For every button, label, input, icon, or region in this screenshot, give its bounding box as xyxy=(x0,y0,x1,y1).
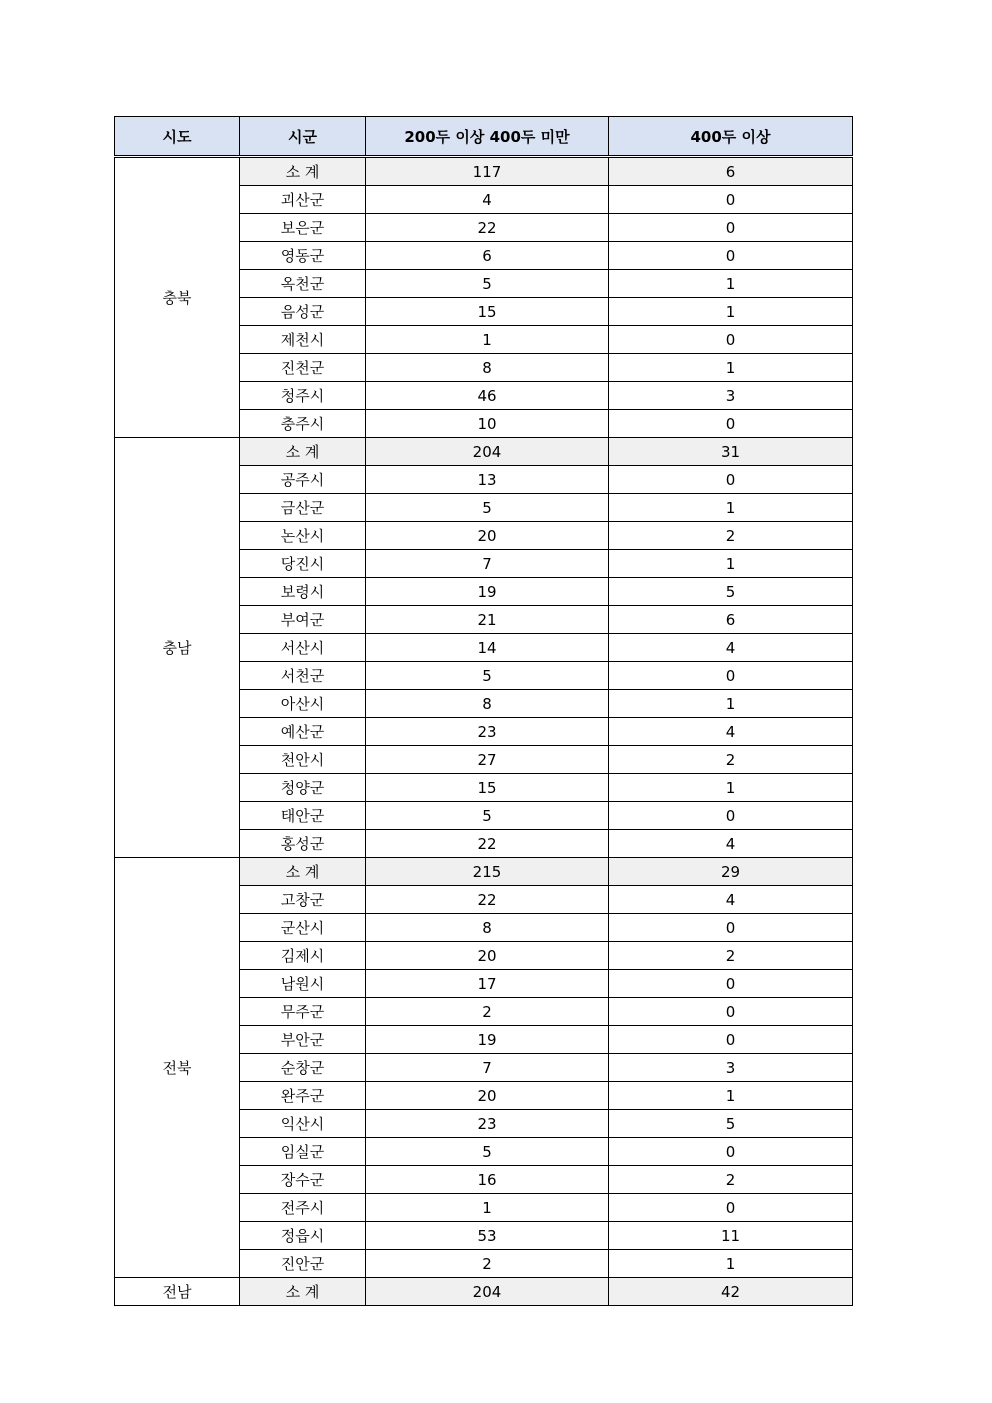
district-cell: 홍성군 xyxy=(240,830,366,858)
count-200-400-cell: 22 xyxy=(366,214,609,242)
district-cell: 청양군 xyxy=(240,774,366,802)
count-200-400-cell: 53 xyxy=(366,1222,609,1250)
count-200-400-cell: 5 xyxy=(366,802,609,830)
count-400-plus-cell: 1 xyxy=(609,690,853,718)
district-cell: 임실군 xyxy=(240,1138,366,1166)
district-cell: 고창군 xyxy=(240,886,366,914)
district-cell: 남원시 xyxy=(240,970,366,998)
count-400-plus-cell: 4 xyxy=(609,886,853,914)
count-200-400-cell: 22 xyxy=(366,830,609,858)
count-200-400-cell: 17 xyxy=(366,970,609,998)
count-200-400-cell: 19 xyxy=(366,578,609,606)
count-400-plus-cell: 6 xyxy=(609,157,853,186)
district-cell: 순창군 xyxy=(240,1054,366,1082)
count-400-plus-cell: 0 xyxy=(609,914,853,942)
count-200-400-cell: 23 xyxy=(366,1110,609,1138)
subtotal-row xyxy=(115,438,853,466)
district-cell: 청주시 xyxy=(240,382,366,410)
count-200-400-cell: 5 xyxy=(366,494,609,522)
count-200-400-cell: 14 xyxy=(366,634,609,662)
district-cell: 음성군 xyxy=(240,298,366,326)
district-cell: 완주군 xyxy=(240,1082,366,1110)
count-200-400-cell: 15 xyxy=(366,298,609,326)
district-cell: 공주시 xyxy=(240,466,366,494)
count-400-plus-cell: 1 xyxy=(609,354,853,382)
district-cell: 부여군 xyxy=(240,606,366,634)
region-cell: 충북 xyxy=(115,157,240,438)
district-cell: 충주시 xyxy=(240,410,366,438)
count-200-400-cell: 46 xyxy=(366,382,609,410)
header-sigun: 시군 xyxy=(240,117,366,157)
count-200-400-cell: 13 xyxy=(366,466,609,494)
count-400-plus-cell: 0 xyxy=(609,1026,853,1054)
district-cell: 보은군 xyxy=(240,214,366,242)
data-table xyxy=(114,116,853,1306)
count-400-plus-cell: 0 xyxy=(609,970,853,998)
count-400-plus-cell: 11 xyxy=(609,1222,853,1250)
subtotal-row xyxy=(115,858,853,886)
district-cell: 천안시 xyxy=(240,746,366,774)
count-400-plus-cell: 0 xyxy=(609,1194,853,1222)
count-200-400-cell: 1 xyxy=(366,326,609,354)
header-400-plus: 400두 이상 xyxy=(609,117,853,157)
district-cell: 부안군 xyxy=(240,1026,366,1054)
count-400-plus-cell: 0 xyxy=(609,466,853,494)
district-cell: 당진시 xyxy=(240,550,366,578)
count-200-400-cell: 5 xyxy=(366,1138,609,1166)
district-cell: 태안군 xyxy=(240,802,366,830)
count-400-plus-cell: 5 xyxy=(609,1110,853,1138)
district-cell: 소 계 xyxy=(240,1278,366,1306)
count-400-plus-cell: 0 xyxy=(609,186,853,214)
count-200-400-cell: 20 xyxy=(366,942,609,970)
district-cell: 군산시 xyxy=(240,914,366,942)
district-cell: 제천시 xyxy=(240,326,366,354)
district-cell: 서산시 xyxy=(240,634,366,662)
count-400-plus-cell: 1 xyxy=(609,550,853,578)
count-400-plus-cell: 29 xyxy=(609,858,853,886)
count-400-plus-cell: 1 xyxy=(609,1250,853,1278)
count-400-plus-cell: 0 xyxy=(609,998,853,1026)
district-cell: 전주시 xyxy=(240,1194,366,1222)
district-cell: 괴산군 xyxy=(240,186,366,214)
count-400-plus-cell: 0 xyxy=(609,214,853,242)
table-header xyxy=(115,117,853,157)
count-400-plus-cell: 4 xyxy=(609,718,853,746)
count-200-400-cell: 4 xyxy=(366,186,609,214)
district-cell: 장수군 xyxy=(240,1166,366,1194)
district-cell: 소 계 xyxy=(240,858,366,886)
count-200-400-cell: 117 xyxy=(366,157,609,186)
count-400-plus-cell: 3 xyxy=(609,382,853,410)
count-200-400-cell: 5 xyxy=(366,270,609,298)
district-cell: 소 계 xyxy=(240,438,366,466)
subtotal-row xyxy=(115,1278,853,1306)
table-body xyxy=(115,157,853,1306)
count-400-plus-cell: 4 xyxy=(609,634,853,662)
count-200-400-cell: 8 xyxy=(366,690,609,718)
count-400-plus-cell: 1 xyxy=(609,494,853,522)
count-200-400-cell: 215 xyxy=(366,858,609,886)
count-400-plus-cell: 1 xyxy=(609,1082,853,1110)
count-400-plus-cell: 0 xyxy=(609,242,853,270)
count-400-plus-cell: 42 xyxy=(609,1278,853,1306)
count-400-plus-cell: 3 xyxy=(609,1054,853,1082)
count-200-400-cell: 27 xyxy=(366,746,609,774)
count-400-plus-cell: 2 xyxy=(609,522,853,550)
header-200-to-400: 200두 이상 400두 미만 xyxy=(366,117,609,157)
count-200-400-cell: 10 xyxy=(366,410,609,438)
district-cell: 예산군 xyxy=(240,718,366,746)
count-200-400-cell: 22 xyxy=(366,886,609,914)
count-400-plus-cell: 6 xyxy=(609,606,853,634)
count-400-plus-cell: 1 xyxy=(609,298,853,326)
count-200-400-cell: 2 xyxy=(366,1250,609,1278)
count-200-400-cell: 23 xyxy=(366,718,609,746)
count-400-plus-cell: 5 xyxy=(609,578,853,606)
district-cell: 소 계 xyxy=(240,157,366,186)
count-200-400-cell: 5 xyxy=(366,662,609,690)
count-200-400-cell: 20 xyxy=(366,522,609,550)
count-200-400-cell: 204 xyxy=(366,1278,609,1306)
count-400-plus-cell: 4 xyxy=(609,830,853,858)
count-400-plus-cell: 1 xyxy=(609,774,853,802)
district-cell: 무주군 xyxy=(240,998,366,1026)
count-200-400-cell: 7 xyxy=(366,550,609,578)
count-400-plus-cell: 2 xyxy=(609,942,853,970)
count-200-400-cell: 204 xyxy=(366,438,609,466)
count-200-400-cell: 6 xyxy=(366,242,609,270)
subtotal-row xyxy=(115,157,853,186)
header-row xyxy=(115,117,853,157)
count-200-400-cell: 20 xyxy=(366,1082,609,1110)
count-400-plus-cell: 0 xyxy=(609,410,853,438)
count-400-plus-cell: 1 xyxy=(609,270,853,298)
count-200-400-cell: 21 xyxy=(366,606,609,634)
region-cell: 충남 xyxy=(115,438,240,858)
count-400-plus-cell: 2 xyxy=(609,746,853,774)
district-cell: 익산시 xyxy=(240,1110,366,1138)
count-200-400-cell: 19 xyxy=(366,1026,609,1054)
district-cell: 정읍시 xyxy=(240,1222,366,1250)
district-cell: 금산군 xyxy=(240,494,366,522)
count-200-400-cell: 8 xyxy=(366,354,609,382)
count-200-400-cell: 2 xyxy=(366,998,609,1026)
count-400-plus-cell: 0 xyxy=(609,1138,853,1166)
count-400-plus-cell: 2 xyxy=(609,1166,853,1194)
district-cell: 진천군 xyxy=(240,354,366,382)
region-cell: 전북 xyxy=(115,858,240,1278)
count-400-plus-cell: 31 xyxy=(609,438,853,466)
count-200-400-cell: 7 xyxy=(366,1054,609,1082)
count-200-400-cell: 1 xyxy=(366,1194,609,1222)
count-200-400-cell: 16 xyxy=(366,1166,609,1194)
district-cell: 옥천군 xyxy=(240,270,366,298)
count-400-plus-cell: 0 xyxy=(609,326,853,354)
district-cell: 아산시 xyxy=(240,690,366,718)
count-200-400-cell: 15 xyxy=(366,774,609,802)
count-400-plus-cell: 0 xyxy=(609,802,853,830)
district-cell: 논산시 xyxy=(240,522,366,550)
district-cell: 보령시 xyxy=(240,578,366,606)
district-cell: 서천군 xyxy=(240,662,366,690)
district-cell: 영동군 xyxy=(240,242,366,270)
header-sido: 시도 xyxy=(115,117,240,157)
region-cell: 전남 xyxy=(115,1278,240,1306)
count-200-400-cell: 8 xyxy=(366,914,609,942)
district-cell: 진안군 xyxy=(240,1250,366,1278)
district-cell: 김제시 xyxy=(240,942,366,970)
count-400-plus-cell: 0 xyxy=(609,662,853,690)
